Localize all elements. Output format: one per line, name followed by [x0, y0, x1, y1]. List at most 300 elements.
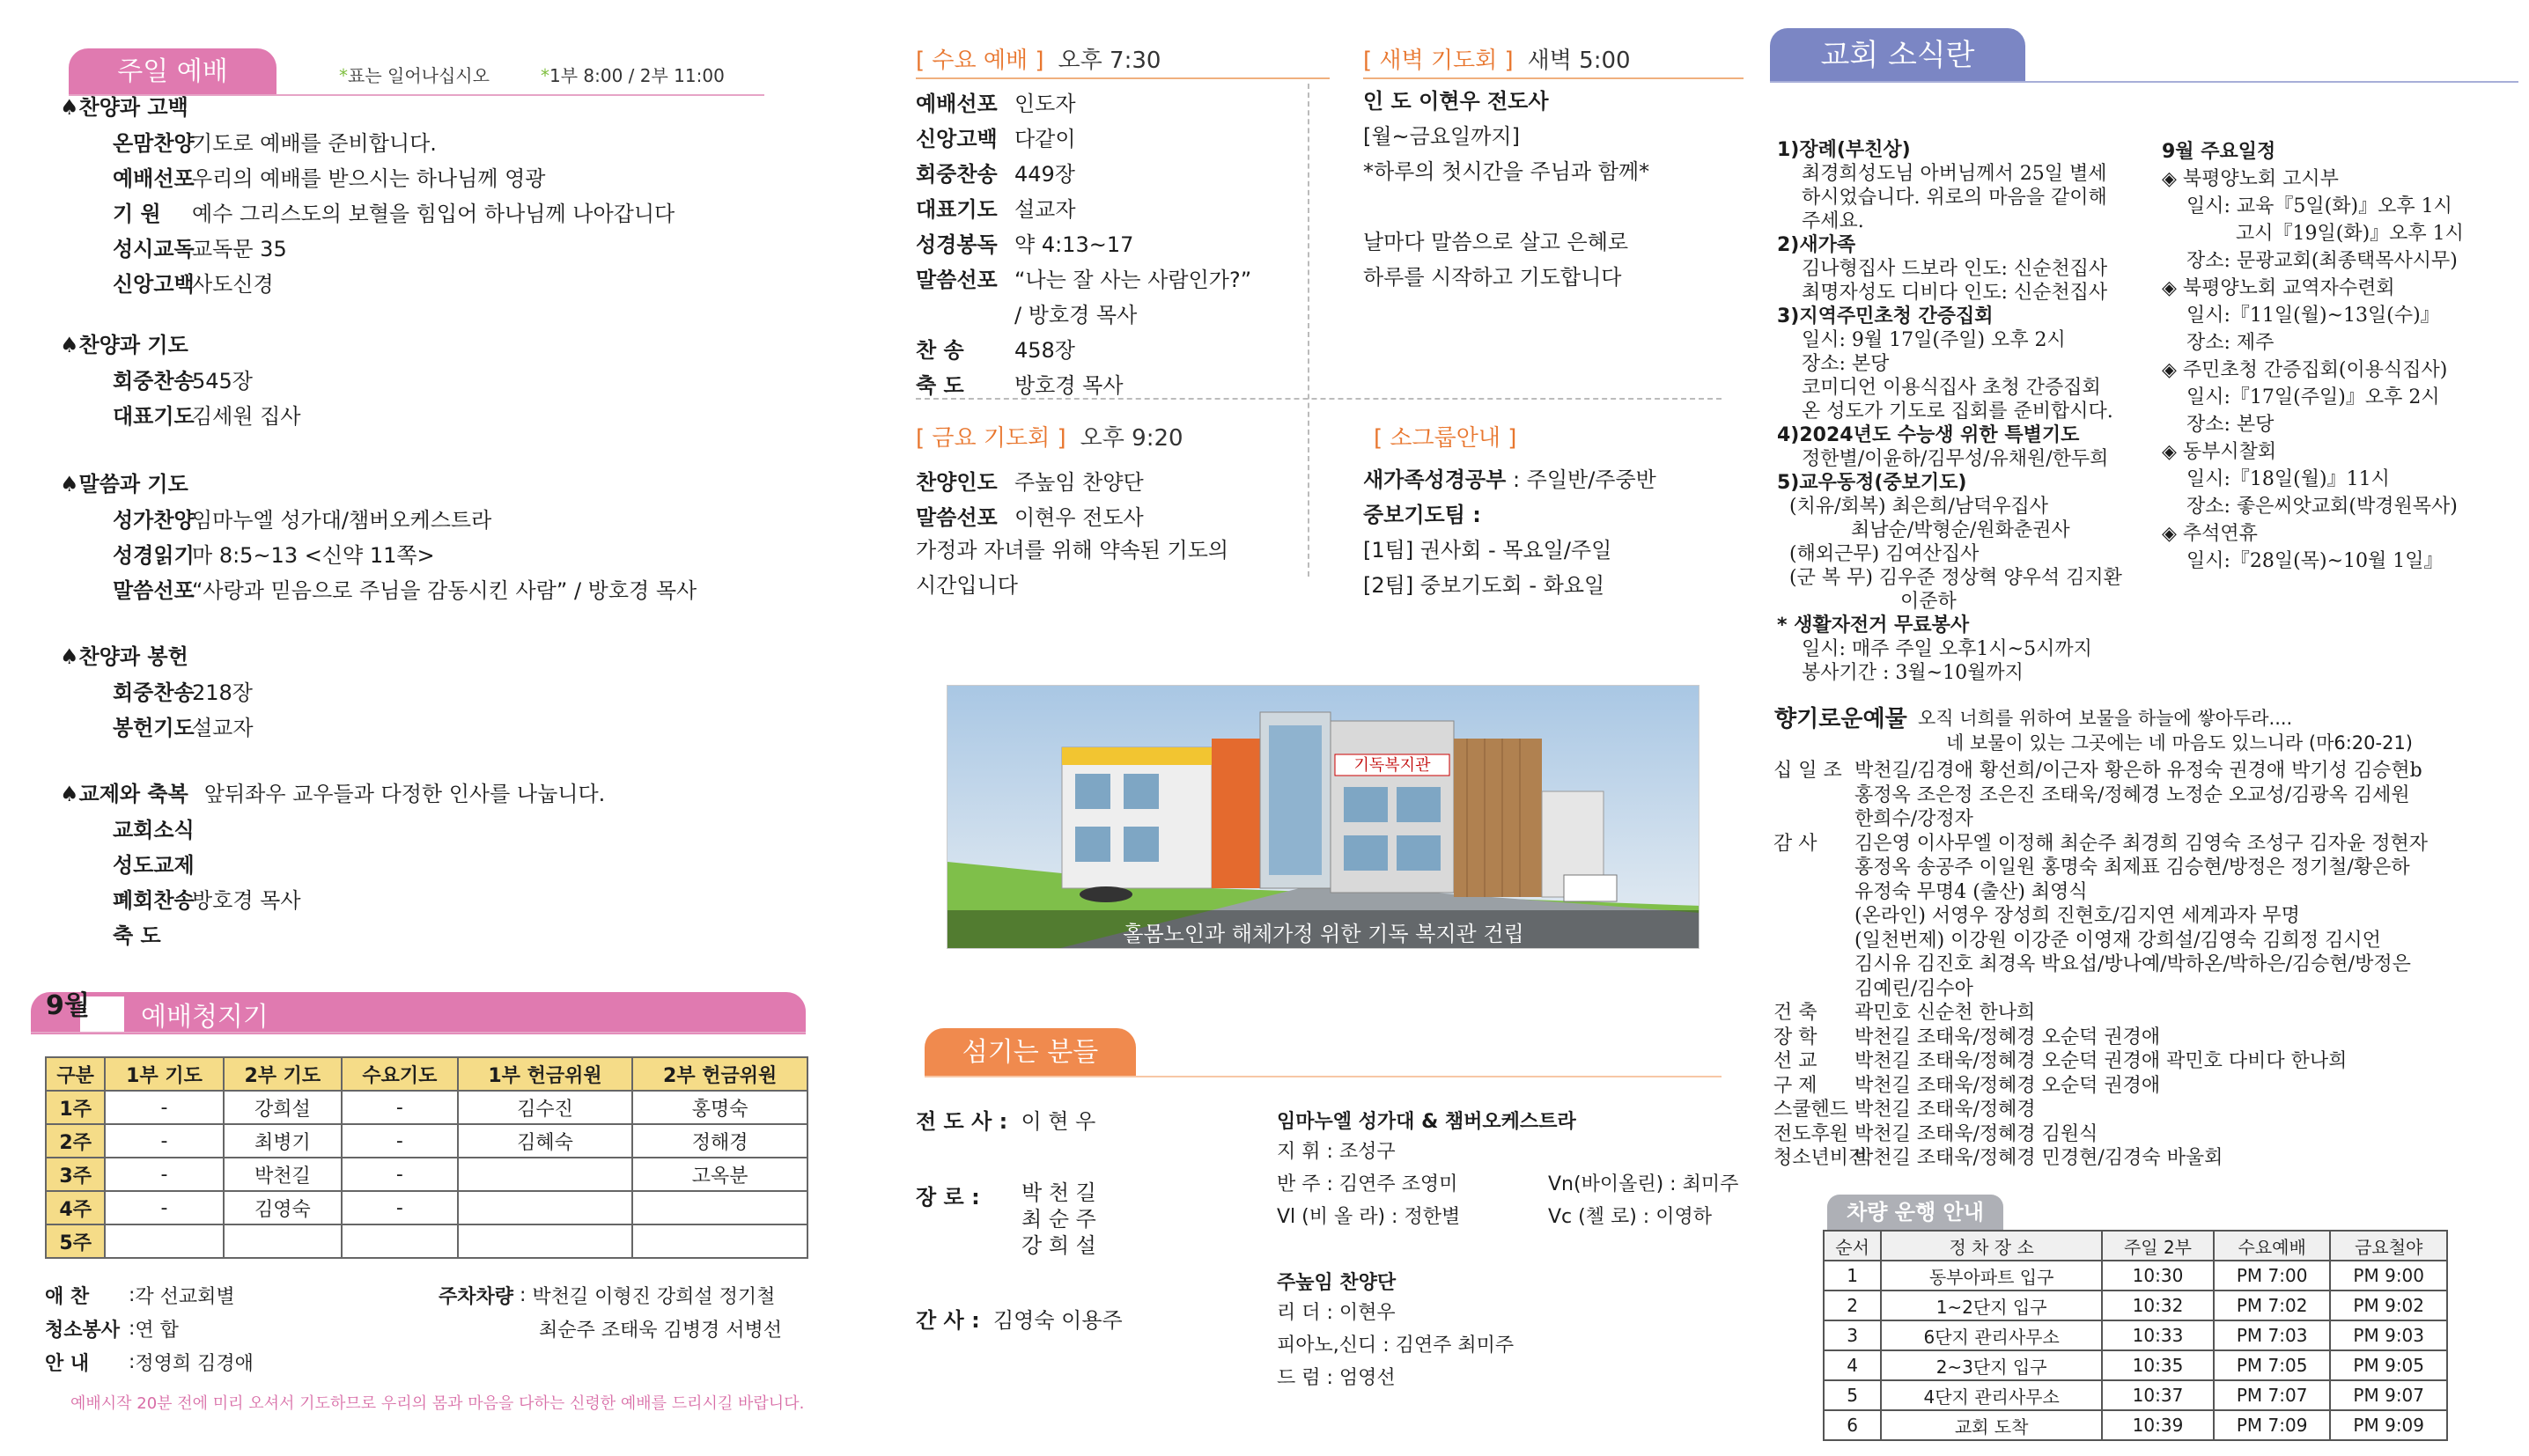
offering-line: [1773, 904, 2428, 929]
duty-footer-row: 청소봉사 : 연 합: [45, 1312, 837, 1345]
praise-row: 피아노,신디 : 김연주 최미주: [1277, 1335, 1515, 1357]
worship-row-label: 신앙고백: [113, 271, 195, 297]
bus-cell: PM 9:02: [2330, 1291, 2447, 1320]
offering-names: 김시유 김진호 최경옥 박요섭/방나예/박하온/박하은/김승현/방정은: [1854, 953, 2411, 975]
worship-row-label: 기 원: [113, 201, 161, 226]
schedule-line: ◈ 북평양노회 교역자수련회: [2162, 277, 2395, 299]
news-line: 최경희성도님 아버님께서 25일 별세: [1802, 163, 2107, 185]
wednesday-header: [ 수요 예배 ] 오후 7:30: [916, 48, 1161, 74]
worship-row-label: 성경읽기: [113, 542, 195, 568]
wednesday-row-value: 설교자: [1014, 196, 1076, 222]
stand-note: *표는 일어나십시오: [339, 65, 490, 86]
offering-label: 감 사: [1773, 832, 1817, 855]
news-line: 김나형집사 드보라 인도: 신순천집사: [1802, 258, 2108, 280]
duty-cell: 김영숙: [224, 1191, 342, 1224]
news-line: 최남순/박형순/원화춘권사: [1851, 519, 2070, 541]
bus-row: [1824, 1261, 2447, 1291]
dawn-line: 인 도 이현우 전도사: [1363, 89, 1549, 114]
schedule-line: 일시:『11일(월)~13일(수)』: [2186, 305, 2440, 327]
wednesday-row-label: 축 도: [916, 372, 964, 398]
news-line: 일시: 9월 17일(주일) 오후 2시: [1802, 329, 2066, 351]
duty-footer-label: 안 내: [45, 1352, 90, 1375]
worship-row: [60, 810, 835, 845]
servants-tab: 섬기는 분들: [925, 1028, 1136, 1077]
section-praise-prayer: ♠찬양과 기도: [60, 333, 188, 357]
choir-part-a: 반 주 : 김연주 조영미: [1277, 1173, 1458, 1195]
offering-names: 김예린/김수아: [1854, 977, 1973, 1000]
wednesday-row-label: 신앙고백: [916, 126, 998, 151]
welfare-building-image: [947, 685, 1700, 949]
elder-name: 최 순 주: [1021, 1207, 1096, 1232]
schedule-line: 장소: 제주: [2186, 332, 2275, 354]
servants-divider: [925, 1076, 1722, 1077]
parking-label: 주차차량: [439, 1285, 514, 1308]
duty-cell: -: [342, 1091, 458, 1124]
bus-cell: PM 9:00: [2330, 1261, 2447, 1291]
bus-header-cell: 순서: [1824, 1231, 1881, 1261]
news-line: (치유/회복) 최은희/남덕우집사: [1789, 496, 2049, 518]
bus-cell: PM 7:05: [2214, 1350, 2331, 1380]
bus-cell: 10:30: [2102, 1261, 2214, 1291]
worship-row-label: 예배선포: [113, 165, 195, 191]
wednesday-row-value: 다같이: [1014, 126, 1076, 151]
worship-row-value: 기도로 예배를 준비합니다.: [192, 130, 437, 156]
offering-names: 홍정옥 조은정 조은진 조태욱/정혜경 노정순 오교성/김광옥 김세원: [1854, 783, 2410, 806]
worship-row: [60, 535, 835, 570]
parking-row-2: 최순주 조태욱 김병경 서병선: [539, 1319, 783, 1342]
praise-row: 리 더 : 이현우: [1277, 1302, 1396, 1324]
duty-header-cell: 2부 기도: [224, 1057, 342, 1091]
bus-row: [1824, 1350, 2447, 1380]
worship-row: [60, 845, 835, 880]
worship-row-label: 축 도: [113, 923, 161, 948]
wednesday-row: [916, 119, 1251, 154]
offering-names: 유정숙 무명4 (출산) 최영식: [1854, 880, 2088, 903]
offering-list: [1773, 759, 2428, 1171]
building-sign: 기독복지관: [1353, 756, 1431, 775]
offering-line: [1773, 1074, 2428, 1099]
duty-cell: [458, 1158, 633, 1191]
worship-row-label: 폐회찬송: [113, 887, 195, 913]
dawn-header: [ 새벽 기도회 ] 새벽 5:00: [1363, 48, 1631, 74]
friday-row-value: 이현우 전도사: [1014, 504, 1144, 530]
bus-header-cell: 주일 2부: [2102, 1231, 2214, 1261]
friday-text-2: 시간입니다: [916, 573, 1018, 598]
friday-row-value: 주높임 찬양단: [1014, 469, 1144, 495]
wednesday-row: [916, 295, 1251, 330]
team-1: [1팀] 권사회 - 목요일/주일: [1363, 538, 1612, 563]
wednesday-row: [916, 154, 1251, 189]
schedule-line: ◈ 추석연휴: [2162, 523, 2258, 545]
duty-footer-value: 각 선교회별: [135, 1285, 235, 1308]
worship-row: [60, 264, 835, 299]
bus-tab: 차량 운행 안내: [1827, 1195, 2003, 1230]
duty-cell: [105, 1224, 223, 1258]
news-line: 하시었습니다. 위로의 마음을 같이해: [1802, 187, 2107, 209]
offering-label: [1773, 880, 1854, 905]
bus-cell: 10:33: [2102, 1320, 2214, 1350]
offering-line: [1773, 832, 2428, 857]
dawn-line: 하루를 시작하고 기도합니다: [1363, 265, 1622, 290]
praise-team-title: 주높임 찬양단: [1277, 1272, 1397, 1294]
worship-row-value: 김세원 집사: [192, 403, 301, 429]
bus-cell: 교회 도착: [1881, 1410, 2102, 1440]
bus-cell: 3: [1824, 1320, 1881, 1350]
elder-list: [1021, 1180, 1096, 1259]
wednesday-row: [916, 365, 1251, 401]
wednesday-row-label: 대표기도: [916, 196, 998, 222]
choir-part-a: Vl (비 올 라) : 정한별: [1277, 1206, 1461, 1228]
worship-row-value: 545장: [192, 368, 253, 393]
duty-cell: 박천길: [224, 1158, 342, 1191]
bus-cell: 동부아파트 입구: [1881, 1261, 2102, 1291]
duty-table: [45, 1056, 808, 1259]
news-line: 온 성도가 기도로 집회를 준비합시다.: [1802, 401, 2113, 423]
schedule-list: [2162, 138, 2464, 575]
wednesday-row-value: 인도자: [1014, 91, 1076, 116]
offering-names: 박천길 조태욱/정혜경 민경현/김경숙 바울회: [1854, 1147, 2223, 1169]
duty-cell: -: [105, 1091, 223, 1124]
offering-names: 박천길 조태욱/정혜경 김원식: [1854, 1122, 2098, 1145]
duty-row: [46, 1091, 807, 1124]
worship-row-label: 성시교독: [113, 236, 195, 261]
wednesday-row: [916, 330, 1251, 365]
offering-line: [1773, 783, 2428, 808]
bus-cell: 2~3단지 입구: [1881, 1350, 2102, 1380]
offering-label: 구 제: [1773, 1074, 1817, 1097]
worship-row: [60, 708, 835, 743]
wednesday-divider: [916, 77, 1330, 79]
duty-footer-value: 연 합: [135, 1319, 179, 1342]
offering-title: 향기로운예물: [1774, 706, 1907, 732]
choir-row: [1277, 1169, 1739, 1202]
worship-row-value: 우리의 예배를 받으시는 하나님께 영광: [192, 165, 546, 191]
offering-names: 박천길 조태욱/정혜경 오순덕 권경애: [1854, 1074, 2161, 1097]
duty-row: [46, 1124, 807, 1158]
duty-row: [46, 1191, 807, 1224]
news-line: 이준하: [1900, 591, 1957, 613]
choir-title: 임마누엘 성가대 & 챔버오케스트라: [1277, 1111, 1576, 1133]
offering-line: [1773, 952, 2428, 977]
worship-row: [60, 194, 835, 229]
elder-label: 장 로 :: [916, 1185, 980, 1210]
duty-cell: 1주: [46, 1091, 105, 1124]
duty-cell: -: [105, 1191, 223, 1224]
section-praise-confession: ♠찬양과 고백: [60, 95, 188, 120]
offering-label: [1773, 904, 1854, 929]
building-caption: 홀몸노인과 해체가정 위한 기독 복지관 건립: [1123, 922, 1524, 946]
middle-column: [916, 0, 1752, 1456]
dawn-divider: [1363, 77, 1744, 79]
bus-cell: 1~2단지 입구: [1881, 1291, 2102, 1320]
schedule-line: ◈ 주민초청 간증집회(이용식집사): [2162, 359, 2448, 381]
offering-label: [1773, 856, 1854, 880]
bus-cell: PM 7:00: [2214, 1261, 2331, 1291]
worship-row-label: 온맘찬양: [113, 130, 195, 156]
offering-line: [1773, 807, 2428, 832]
duty-header-cell: 1부 기도: [105, 1057, 223, 1091]
duty-row: [46, 1158, 807, 1191]
worship-row: [60, 916, 835, 951]
elder-name: 박 천 길: [1021, 1180, 1096, 1205]
worship-row: [60, 158, 835, 194]
schedule-line: 장소: 본당: [2186, 414, 2275, 436]
news-list: [1777, 138, 2122, 685]
bus-cell: 5: [1824, 1380, 1881, 1410]
wednesday-row: [916, 84, 1251, 119]
schedule-line: 일시:『17일(주일)』오후 2시: [2186, 386, 2440, 408]
bus-cell: 1: [1824, 1261, 1881, 1291]
duty-header-cell: 1부 헌금위원: [458, 1057, 633, 1091]
bus-cell: PM 9:07: [2330, 1380, 2447, 1410]
choir-row: [1277, 1202, 1735, 1234]
wednesday-row-label: 회중찬송: [916, 161, 998, 187]
duty-footer-value: 정영희 김경애: [135, 1352, 254, 1375]
bus-cell: 4단지 관리사무소: [1881, 1380, 2102, 1410]
news-line: 정한별/이윤하/김무성/유채원/한두희: [1802, 448, 2109, 470]
duty-cell: 3주: [46, 1158, 105, 1191]
offering-names: (일천번제) 이강원 이강준 이영재 강희설/김영숙 김희정 김시언: [1854, 929, 2381, 952]
wednesday-row-label: 예배선포: [916, 91, 998, 116]
duty-header-cell: 2부 헌금위원: [632, 1057, 807, 1091]
bus-cell: PM 9:03: [2330, 1320, 2447, 1350]
friday-row-label: 말씀선포: [916, 504, 998, 530]
duty-footer-row: 안 내 : 정영희 김경애: [45, 1345, 837, 1379]
wednesday-row: [916, 224, 1251, 260]
dawn-line: *하루의 첫시간을 주님과 함께*: [1363, 159, 1650, 184]
duty-header-cell: 구분: [46, 1057, 105, 1091]
news-line: 주세요.: [1802, 210, 1864, 232]
worship-row-label: 봉헌기도: [113, 715, 195, 740]
worship-row: [60, 880, 835, 916]
duty-cell: 강희설: [224, 1091, 342, 1124]
worship-row-label: 말씀선포: [113, 577, 195, 603]
worship-row: [60, 396, 835, 431]
offering-label: [1773, 783, 1854, 808]
offering-line: [1773, 856, 2428, 880]
duty-title: 예배청지기: [141, 1002, 269, 1033]
worship-row-value: 예수 그리스도의 보혈을 힘입어 하나님께 나아갑니다: [192, 201, 675, 226]
duty-cell: -: [105, 1124, 223, 1158]
offering-line: [1773, 977, 2428, 1002]
worship-order: [60, 90, 835, 951]
worship-row: [60, 229, 835, 264]
news-line: 장소: 본당: [1802, 353, 1890, 375]
duty-cell: 4주: [46, 1191, 105, 1224]
offering-names: 홍정옥 송공주 이일원 홍명숙 최제표 김승현/방정은 정기철/황은하: [1854, 857, 2410, 879]
worship-row-value: 방호경 목사: [192, 887, 301, 913]
offering-label: [1773, 977, 1854, 1002]
bus-header-cell: 금요철야: [2330, 1231, 2447, 1261]
duty-cell: 김수진: [458, 1091, 633, 1124]
dawn-line: [1363, 189, 1649, 224]
news-column: [1761, 0, 2529, 1456]
wednesday-row-label: 찬 송: [916, 337, 964, 363]
news-line: 3)지역주민초청 간증집회: [1777, 305, 1994, 327]
news-line: (군 복 무) 김우준 정상혁 양우석 김지환: [1789, 567, 2122, 589]
duty-cell: 정해경: [632, 1124, 807, 1158]
duty-footer-label: 애 찬: [45, 1285, 90, 1308]
wednesday-row-value: 방호경 목사: [1014, 372, 1124, 398]
worship-row-value: 임마누엘 성가대/챔버오케스트라: [192, 507, 492, 533]
friday-row-label: 찬양인도: [916, 469, 998, 495]
worship-row-value: 설교자: [192, 715, 254, 740]
bus-cell: PM 9:09: [2330, 1410, 2447, 1440]
worship-row-value: 마 8:5~13 <신약 11쪽>: [192, 542, 435, 568]
offering-line: [1773, 759, 2428, 783]
duty-cell: -: [105, 1158, 223, 1191]
choir-part-a: 지 휘 : 조성구: [1277, 1141, 1396, 1163]
bus-row: [1824, 1291, 2447, 1320]
newcomer-study-value: : 주일반/주중반: [1512, 467, 1656, 492]
bus-row: [1824, 1320, 2447, 1350]
news-line: * 생활자전거 무료봉사: [1777, 614, 1970, 636]
dawn-info: [1363, 84, 1649, 295]
dawn-line: 날마다 말씀으로 살고 은혜로: [1363, 230, 1629, 254]
offering-line: [1773, 1049, 2428, 1074]
duty-cell: 김혜숙: [458, 1124, 633, 1158]
duty-cell: 2주: [46, 1124, 105, 1158]
friday-row: [916, 462, 1228, 497]
section-fellowship: ♠교제와 축복 앞뒤좌우 교우들과 다정한 인사를 나눕니다.: [60, 782, 606, 806]
worship-row-label: 성가찬양: [113, 507, 195, 533]
offering-line: [1773, 929, 2428, 953]
news-line: (해외근무) 김여산집사: [1789, 543, 1980, 565]
choir-part-b: Vn(바이올린) : 최미주: [1548, 1173, 1739, 1195]
offering-label: [1773, 807, 1854, 832]
friday-row: [916, 497, 1228, 533]
duty-cell: [224, 1224, 342, 1258]
dash-divider-horizontal: [916, 398, 1722, 400]
parking-names-1: 박천길 이형진 강희설 정기철: [532, 1285, 776, 1308]
news-divider: [1770, 81, 2518, 83]
duty-cell: [458, 1224, 633, 1258]
offering-line: [1773, 1122, 2428, 1147]
worship-row-value: 사도신경: [192, 271, 274, 297]
worship-row-label: 교회소식: [113, 817, 195, 842]
news-line: 1)장례(부친상): [1777, 139, 1911, 161]
news-line: 코미디언 이용식집사 초청 간증집회: [1802, 377, 2101, 399]
news-line: 2)새가족: [1777, 234, 1856, 256]
worship-row-value: “사랑과 믿음으로 주님을 감동시킨 사람” / 방호경 목사: [192, 577, 697, 603]
worship-row-value: 218장: [192, 680, 253, 705]
news-line: 4)2024년도 수능생 위한 특별기도: [1777, 424, 2080, 446]
bus-header-cell: 수요예배: [2214, 1231, 2331, 1261]
bus-header-cell: 정 차 장 소: [1881, 1231, 2102, 1261]
offering-line: [1773, 880, 2428, 905]
section-word-prayer: ♠말씀과 기도: [60, 472, 188, 496]
offering-label: 스쿨헨드: [1773, 1099, 1849, 1121]
news-tab: 교회 소식란: [1770, 28, 2025, 83]
duty-cell: -: [342, 1158, 458, 1191]
friday-text-1: 가정과 자녀를 위해 약속된 기도의: [916, 538, 1229, 563]
duty-cell: -: [342, 1124, 458, 1158]
bus-row: [1824, 1410, 2447, 1440]
worship-row-label: 대표기도: [113, 403, 195, 429]
sunday-worship-tab: 주일 예배: [69, 48, 276, 96]
schedule-line: 일시:『28일(목)~10월 1일』: [2186, 550, 2444, 572]
wednesday-row-value: 458장: [1014, 337, 1075, 363]
worship-row: [60, 361, 835, 396]
offering-label: 십 일 조: [1773, 760, 1842, 782]
offering-names: (온라인) 서영우 장성희 진현호/김지연 세계과자 무명: [1854, 905, 2300, 927]
choir-row: [1277, 1136, 1735, 1169]
bus-cell: 10:39: [2102, 1410, 2214, 1440]
offering-label: [1773, 929, 1854, 953]
dawn-line: [월~금요일까지]: [1363, 124, 1520, 149]
wednesday-row: [916, 189, 1251, 224]
offering-line: [1773, 1146, 2428, 1171]
duty-cell: 홍명숙: [632, 1091, 807, 1124]
schedule-line: 일시: 교육『5일(화)』오후 1시: [2186, 195, 2452, 217]
bus-cell: 10:35: [2102, 1350, 2214, 1380]
bus-cell: 2: [1824, 1291, 1881, 1320]
wednesday-row-label: 말씀선포: [916, 267, 998, 292]
bus-table: [1823, 1230, 2448, 1441]
dash-divider-vertical: [1308, 84, 1309, 577]
duty-cell: 최병기: [224, 1124, 342, 1158]
intercession-label: 중보기도팀 :: [1363, 503, 1481, 527]
smallgroup-info: [1363, 462, 1656, 603]
offering-line: [1773, 1098, 2428, 1122]
friday-order: [916, 462, 1228, 603]
offering-line: [1773, 1026, 2428, 1050]
sunday-worship-column: [0, 0, 845, 1456]
schedule-title: 9월 주요일정: [2162, 141, 2276, 163]
duty-cell: [632, 1191, 807, 1224]
offering-names: 곽민호 신순천 한나희: [1854, 1002, 2036, 1024]
schedule-line: 장소: 좋은씨앗교회(박경원목사): [2186, 496, 2458, 518]
praise-row: 드 럼 : 엄영선: [1277, 1367, 1396, 1389]
offering-label: 선 교: [1773, 1050, 1817, 1072]
wednesday-row-label: 성경봉독: [916, 232, 998, 257]
elder-name: 강 희 설: [1021, 1233, 1096, 1258]
offering-names: 박천길/김경애 황선희/이근자 황은하 유정숙 권경애 박기성 김승현b: [1854, 760, 2422, 782]
duty-cell: 고옥분: [632, 1158, 807, 1191]
duty-cell: [342, 1224, 458, 1258]
offering-names: 박천길 조태욱/정혜경: [1854, 1099, 2036, 1121]
worship-row-label: 회중찬송: [113, 368, 195, 393]
bus-cell: PM 7:09: [2214, 1410, 2331, 1440]
offering-label: 청소년비전: [1773, 1147, 1868, 1169]
bus-cell: 4: [1824, 1350, 1881, 1380]
deacon-row: 간 사 : 김영숙 이용주: [916, 1308, 1123, 1333]
worship-row-label: 성도교제: [113, 852, 195, 878]
offering-verse-1: 오직 너희를 위하여 보물을 하늘에 쌓아두라....: [1918, 708, 2293, 729]
wednesday-row-value: 449장: [1014, 161, 1075, 187]
schedule-line: ◈ 북평양노회 고시부: [2162, 168, 2339, 190]
news-line: 최명자성도 디비다 인도: 신순천집사: [1802, 282, 2108, 304]
worship-row: [60, 500, 835, 535]
bus-row: [1824, 1380, 2447, 1410]
bus-cell: PM 7:02: [2214, 1291, 2331, 1320]
bus-cell: 10:32: [2102, 1291, 2214, 1320]
bus-cell: PM 9:05: [2330, 1350, 2447, 1380]
duty-row: [46, 1224, 807, 1258]
praise-team-members: [1277, 1298, 1514, 1395]
offering-line: [1773, 1001, 2428, 1026]
wednesday-row-value: 약 4:13~17: [1014, 232, 1134, 257]
schedule-line: ◈ 동부시찰회: [2162, 441, 2277, 463]
news-line: 일시: 매주 주일 오후1시~5시까지: [1802, 638, 2092, 660]
friday-header: [ 금요 기도회 ] 오후 9:20: [916, 425, 1183, 452]
duty-footer-label: 청소봉사: [45, 1319, 121, 1342]
worship-row: [60, 123, 835, 158]
worship-row-label: 회중찬송: [113, 680, 195, 705]
choir-members: [1277, 1136, 1739, 1234]
wednesday-row-value: / 방호경 목사: [1014, 302, 1138, 327]
duty-cell: -: [342, 1191, 458, 1224]
